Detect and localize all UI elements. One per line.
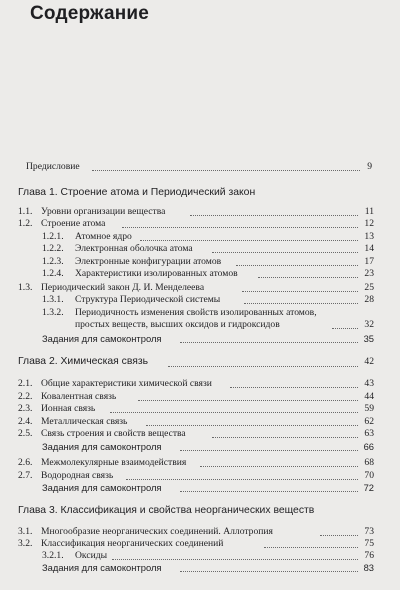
section-number: 2.6. xyxy=(18,457,33,468)
section-number: 1.2.3. xyxy=(42,256,64,267)
leader-dots xyxy=(242,291,358,292)
leader-dots xyxy=(190,215,358,216)
leader-dots xyxy=(320,535,358,536)
toc-entry-label: Связь строения и свойств вещества xyxy=(41,428,186,439)
section-number: 1.1. xyxy=(18,206,33,217)
toc-page-number: 66 xyxy=(363,441,374,452)
toc-entry-label: Уровни организации вещества xyxy=(41,206,166,217)
toc-page-number: 63 xyxy=(364,428,374,439)
section-number: 1.3.2. xyxy=(42,307,64,318)
toc-page-number: 73 xyxy=(364,526,374,537)
leader-dots xyxy=(112,559,358,560)
toc-entry-label: Задания для самоконтроля xyxy=(42,333,162,344)
toc-page-number: 25 xyxy=(364,282,374,293)
leader-dots xyxy=(180,450,358,451)
leader-dots xyxy=(230,387,358,388)
leader-dots xyxy=(126,479,358,480)
toc-entry-label: Атомное ядро xyxy=(75,231,132,242)
leader-dots xyxy=(92,170,360,171)
section-number: 3.2. xyxy=(18,538,33,549)
leader-dots xyxy=(212,252,358,253)
leader-dots xyxy=(138,400,358,401)
section-number: 1.2. xyxy=(18,218,33,229)
section-number: 1.2.2. xyxy=(42,243,64,254)
leader-dots xyxy=(212,437,358,438)
toc-entry-label: Структура Периодической системы xyxy=(75,294,221,305)
leader-dots xyxy=(122,227,358,228)
toc-entry-label: Водородная связь xyxy=(41,470,114,481)
toc-page-number: 11 xyxy=(364,206,374,217)
toc-page-number: 32 xyxy=(364,319,374,330)
toc-entry-label: Классификация неорганических соединений xyxy=(41,538,224,549)
toc-page-number: 68 xyxy=(364,457,374,468)
leader-dots xyxy=(168,366,358,367)
toc-page-number: 75 xyxy=(364,538,374,549)
toc-entry-label: Периодичность изменения свойств изолированных атомов, xyxy=(75,307,317,318)
toc-page-number: 13 xyxy=(364,231,374,242)
leader-dots xyxy=(200,466,358,467)
toc-entry-label: Оксиды xyxy=(75,550,108,561)
toc-page-number: 44 xyxy=(364,391,374,402)
section-number: 1.3. xyxy=(18,282,33,293)
toc-entry-label: Ковалентная связь xyxy=(41,391,117,402)
toc-entry-label: Ионная связь xyxy=(41,403,96,414)
toc-page-number: 9 xyxy=(367,161,372,172)
chapter-title: Глава 1. Строение атома и Периодический закон xyxy=(18,187,256,198)
toc-page-number: 70 xyxy=(364,470,374,481)
toc-page-number: 43 xyxy=(364,378,374,389)
section-number: 2.4. xyxy=(18,416,33,427)
page-title: Содержание xyxy=(30,3,150,24)
toc-page-number: 14 xyxy=(364,243,374,254)
toc-page-number: 17 xyxy=(364,256,374,267)
leader-dots xyxy=(180,571,358,572)
toc-entry-label: Периодический закон Д. И. Менделеева xyxy=(41,282,205,293)
section-number: 1.3.1. xyxy=(42,294,64,305)
toc-entry-label: Характеристики изолированных атомов xyxy=(75,268,238,279)
leader-dots xyxy=(110,412,358,413)
leader-dots xyxy=(146,425,358,426)
section-number: 2.7. xyxy=(18,470,33,481)
chapter-title: Глава 2. Химическая связь xyxy=(18,356,149,367)
toc-entry-label: Многообразие неорганических соединений. Аллотропия xyxy=(41,526,273,537)
section-number: 3.2.1. xyxy=(42,550,64,561)
toc-entry-label: Строение атома xyxy=(41,218,106,229)
chapter-title: Глава 3. Классификация и свойства неорганических веществ xyxy=(18,505,315,516)
leader-dots xyxy=(332,328,358,329)
toc-entry-label: Электронные конфигурации атомов xyxy=(75,256,222,267)
toc-page-number: 72 xyxy=(363,482,374,493)
toc-page-number: 28 xyxy=(364,294,374,305)
toc-page-number: 12 xyxy=(364,218,374,229)
leader-dots xyxy=(236,265,358,266)
leader-dots xyxy=(244,303,358,304)
toc-page-number: 76 xyxy=(364,550,374,561)
leader-dots xyxy=(264,547,358,548)
toc-entry-label: Электронная оболочка атома xyxy=(75,243,193,254)
toc-page-number: 59 xyxy=(364,403,374,414)
toc-entry-label-continued: простых веществ, высших оксидов и гидроксидов xyxy=(75,319,280,330)
section-number: 2.2. xyxy=(18,391,33,402)
leader-dots xyxy=(258,277,358,278)
leader-dots xyxy=(180,342,358,343)
toc-page-number: 23 xyxy=(364,268,374,279)
section-number: 1.2.1. xyxy=(42,231,64,242)
section-number: 2.1. xyxy=(18,378,33,389)
toc-entry-label: Предисловие xyxy=(26,161,80,172)
section-number: 1.2.4. xyxy=(42,268,64,279)
toc-page-number: 83 xyxy=(363,562,374,573)
toc-entry-label: Задания для самоконтроля xyxy=(42,441,162,452)
toc-page-number: 35 xyxy=(363,333,374,344)
toc-entry-label: Межмолекулярные взаимодействия xyxy=(41,457,187,468)
toc-entry-label: Задания для самоконтроля xyxy=(42,482,162,493)
toc-page-number: 62 xyxy=(364,416,374,427)
toc-entry-label: Металлическая связь xyxy=(41,416,128,427)
toc-page-number: 42 xyxy=(364,356,374,367)
toc-entry-label: Общие характеристики химической связи xyxy=(41,378,212,389)
section-number: 3.1. xyxy=(18,526,33,537)
leader-dots xyxy=(180,491,358,492)
section-number: 2.5. xyxy=(18,428,33,439)
toc-entry-label: Задания для самоконтроля xyxy=(42,562,162,573)
leader-dots xyxy=(140,240,358,241)
section-number: 2.3. xyxy=(18,403,33,414)
